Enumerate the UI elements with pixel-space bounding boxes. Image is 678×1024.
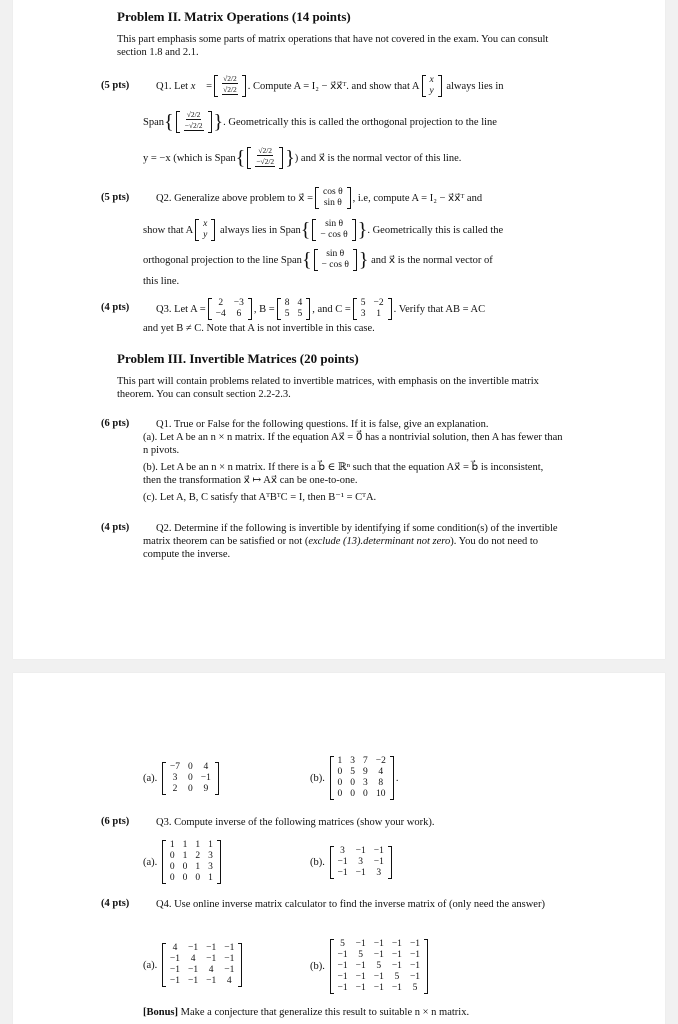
q2-matrix-b-cell: 4 (378, 767, 384, 777)
q2-matrix-b-block (310, 746, 398, 810)
q4-matrix-b-cell: −1 (391, 938, 402, 949)
q3-matrix-b (330, 846, 392, 879)
q3-matrix-b-label: (b). (310, 856, 325, 868)
matrix-C-1-1: 1 (376, 309, 381, 319)
problem-3-intro: This part will contain problems related to invertible matrices, with emphasis on the invertible matrix theorem. You can consult section 2.2-2.3. (117, 376, 539, 400)
matrix-C-0-0: 5 (360, 298, 366, 308)
span-vector (176, 111, 212, 133)
q2-matrix-b-cell: 3 (350, 756, 355, 766)
q4-matrix-a-cell: 4 (190, 954, 196, 964)
q2-matrix-a-block (143, 748, 221, 808)
q2-matrix-b-cell: 7 (363, 756, 368, 766)
p3-q1-lead: Q1. True or False for the following questions. If it is false, give an explanation. (156, 419, 489, 430)
q3-matrix-a-cell: 0 (169, 873, 175, 883)
q4-matrix-b-cell: 5 (358, 949, 364, 960)
p2-q2-span-vector-0: sin θ (325, 219, 344, 229)
p3-q1-b: (b). Let A be an n × n matrix. If there is a b⃗ ∈ ℝⁿ such that the equation Ax⃗ = b⃗ is inconsistent, then the transformation x⃗ ↦ Ax⃗ can be one-to-one. (143, 462, 544, 486)
q4-matrix-b-cell: −1 (373, 971, 384, 982)
q2-matrix-b-cell: 0 (363, 789, 368, 799)
q4-matrix-a-cell: −1 (224, 965, 235, 975)
q4-matrix-a-cell: −1 (206, 976, 217, 986)
q2-matrix-a-cell: 0 (188, 783, 193, 794)
matrix-C (353, 298, 392, 320)
q2-matrix-a-label: (a). (143, 772, 158, 784)
vector-x (214, 75, 246, 97)
page-2 (13, 673, 665, 1024)
q4-matrix-a-cell: −1 (188, 976, 199, 986)
q4-matrix-a-cell: 4 (172, 943, 178, 953)
p2-q2-span-vector-repeat-0: sin θ (326, 249, 345, 259)
q2-matrix-a-row (166, 773, 215, 784)
matrix-C-0-1: −2 (373, 298, 384, 308)
q2-matrix-b-cell: 10 (376, 789, 386, 799)
q2-matrix-a-cell: 0 (188, 772, 193, 783)
q3-matrix-a-cell: 3 (208, 862, 213, 872)
q4-matrix-a-row (166, 954, 238, 965)
p2-q2-line2: show that A x y always lies in Span { sin θ − cos θ } . Geometrically this is called the (143, 218, 504, 241)
matrix-B-1-1: 5 (297, 309, 303, 319)
q3-matrix-a-cell: 1 (182, 851, 188, 861)
q2-matrix-a-cell: −1 (200, 772, 211, 783)
q4-matrix-b-cell: 5 (340, 938, 345, 949)
q2-matrix-b-cell: −2 (375, 756, 386, 766)
q2-matrix-a-cell: 4 (203, 761, 209, 772)
q4-matrix-a-row (166, 965, 238, 976)
q4-matrix-b-cell: −1 (355, 960, 366, 971)
q3-matrix-a-cell: 0 (182, 873, 188, 883)
p3-q2-text-b: ). You do not need to compute the inverse. (143, 536, 539, 560)
q4-matrix-b-row (334, 950, 425, 961)
q3-matrix-a-cell: 0 (169, 862, 175, 872)
p2-q2-lead: Q2. Generalize above problem to x⃗ = (156, 192, 314, 204)
p3-q1-block (143, 418, 563, 504)
p2-q1-line1: Q1. Let x⃗ = √2/2 √2/2 . Compute A = I₂ − x⃗x⃗ᵀ. and show that A x y always lies in (156, 74, 504, 96)
q4-matrix-a-row (166, 943, 238, 954)
q2-matrix-b-row (334, 767, 390, 778)
q2-matrix-b-cell: 1 (337, 756, 343, 766)
q3-matrix-a (162, 840, 221, 884)
p2-q2-text-d: orthogonal projection to the line Span (143, 254, 302, 266)
q3-matrix-b-block (310, 838, 394, 886)
p2-q1-line2: Span { √2/2 −√2/2 } . Geometrically this is called the orthogonal projection to the line (143, 110, 497, 133)
q2-matrix-a (162, 762, 219, 795)
vector-x-1: √2/2 (223, 85, 237, 95)
matrix-A (208, 298, 252, 320)
q3-matrix-b-cell: −1 (337, 867, 348, 878)
q4-matrix-a-label: (a). (143, 959, 158, 971)
q4-matrix-b-label: (b). (310, 960, 325, 972)
q2-points: (5 pts) (101, 192, 130, 203)
q2-matrix-b-cell: 5 (350, 767, 355, 777)
q3-matrix-a-row (166, 873, 217, 884)
q4-matrix-b-cell: −1 (373, 982, 384, 993)
p2-q2-vector-xy-0: x (203, 219, 208, 229)
q4-matrix-b-cell: −1 (337, 949, 348, 960)
q3-matrix-a-block (143, 831, 223, 893)
p3-q1-a: (a). Let A be an n × n matrix. If the equation Ax⃗ = 0⃗ has a nontrivial solution, then A has fewer than n pivots. (143, 432, 563, 456)
q3-matrix-b-row (334, 857, 388, 868)
q3-matrix-a-row (166, 851, 217, 862)
p3-q4-points: (4 pts) (101, 898, 130, 909)
q4-matrix-b-cell: 5 (412, 982, 418, 993)
p2-q3-lead: Q3. Let A = (156, 303, 206, 315)
vector-cos-sin (315, 187, 351, 209)
p2-q2-text-e: and x⃗ is the normal vector of (371, 254, 493, 266)
q4-matrix-b-cell: −1 (391, 982, 402, 993)
p3-q3-points: (6 pts) (101, 816, 130, 827)
q2-matrix-a-cell: 9 (203, 783, 209, 794)
q4-matrix-b-cell: −1 (391, 960, 402, 971)
span-vector-0: √2/2 (186, 110, 201, 120)
q2-matrix-b-label: (b). (310, 772, 325, 784)
p3-q1-c: (c). Let A, B, C satisfy that AᵀBᵀC = I, then B⁻¹ = CᵀA. (143, 492, 377, 503)
q4-matrix-b (330, 939, 429, 994)
q2-matrix-a-row (166, 762, 215, 773)
q4-matrix-b-cell: −1 (337, 960, 348, 971)
p2-q1-text-b: always lies in (446, 80, 504, 92)
q4-matrix-b-row (334, 939, 425, 950)
q4-matrix-b-cell: −1 (373, 949, 384, 960)
matrix-B-label: , B = (253, 303, 275, 315)
matrix-C-1-0: 3 (360, 309, 366, 319)
q3-matrix-a-cell: 1 (208, 840, 213, 850)
p2-q2-vector-xy-1: y (203, 230, 208, 240)
p3-q2-points: (4 pts) (101, 522, 130, 533)
q4-matrix-b-cell: −1 (337, 982, 348, 993)
q2-matrix-a-cell: 3 (172, 772, 178, 783)
q3-matrix-b-cell: −1 (337, 856, 348, 867)
matrix-C-label: , and C = (312, 303, 351, 315)
matrix-A-0-1: −3 (233, 298, 244, 308)
q3-matrix-a-row (166, 840, 217, 851)
q2-matrix-b (330, 756, 394, 800)
p2-q2-span-vector-repeat-1: − cos θ (321, 260, 349, 270)
p3-q3-lead: Q3. Compute inverse of the following matrices (show your work). (156, 817, 435, 828)
p2-q1-text-a: . Compute A = I₂ − x⃗x⃗ᵀ. and show that A (247, 80, 420, 92)
q3-matrix-a-cell: 3 (208, 851, 213, 861)
p2-q2-span-vector (312, 219, 355, 241)
q4-matrix-b-cell: −1 (337, 971, 348, 982)
q2-matrix-b-cell: 3 (363, 778, 368, 788)
q3-matrix-b-cell: −1 (355, 867, 366, 878)
q4-matrix-b-cell: −1 (355, 971, 366, 982)
q4-matrix-b-block (310, 930, 430, 1002)
p2-q2-show: show that A (143, 224, 194, 236)
q4-matrix-a-cell: −1 (169, 976, 181, 986)
p3-q2-text-em: exclude (13).determinant not zero (308, 536, 451, 547)
q2-matrix-b-cell: 0 (337, 767, 343, 777)
p2-q2-vector-xy (195, 219, 215, 241)
q3-matrix-a-cell: 1 (208, 873, 213, 883)
span-vector-repeat-0: √2/2 (258, 146, 273, 156)
q2-matrix-a-cell: 0 (188, 761, 193, 772)
q3-matrix-b-cell: −1 (355, 845, 366, 856)
q3-matrix-a-row (166, 862, 217, 873)
matrix-B-0-1: 4 (297, 298, 303, 308)
p2-q1-text-d: ) and x⃗ is the normal vector of this line. (294, 152, 462, 164)
span-vector-repeat-1: −√2/2 (256, 157, 275, 167)
q2-matrix-b-cell: 0 (350, 789, 355, 799)
vector-xy-1: y (429, 86, 434, 96)
p2-q2-line1 (156, 183, 482, 213)
p2-q1-lead: Q1. Let (156, 80, 189, 92)
q4-matrix-a-block (143, 935, 244, 995)
q4-matrix-b-cell: −1 (391, 949, 402, 960)
problem-2-intro: This part emphasis some parts of matrix operations that have not covered in the exam. You can consult section 1.8 and 2.1. (117, 34, 549, 58)
q4-matrix-b-cell: −1 (355, 938, 366, 949)
q2-matrix-b-row (334, 789, 390, 800)
q3-points: (4 pts) (101, 302, 130, 313)
q2-matrix-a-cell: 2 (172, 783, 178, 794)
q4-matrix-b-cell: −1 (409, 971, 421, 982)
p2-q3-text-b: and yet B ≠ C. Note that A is not invertible in this case. (143, 323, 375, 334)
q4-matrix-b-row (334, 972, 425, 983)
q2-matrix-a-row (166, 784, 215, 795)
q3-matrix-b-cell: −1 (373, 856, 384, 867)
span-vector-repeat (247, 147, 283, 169)
q4-matrix-a-cell: −1 (169, 965, 181, 975)
matrix-A-1-1: 6 (236, 309, 242, 319)
p3-q1-points: (6 pts) (101, 418, 130, 429)
p2-q2-text-b: always lies in Span (220, 224, 301, 236)
q4-matrix-b-row (334, 961, 425, 972)
bonus-line (143, 1006, 469, 1019)
q3-matrix-b-cell: 3 (376, 867, 382, 878)
q3-matrix-a-cell: 1 (169, 840, 175, 850)
span-label: Span (143, 116, 164, 128)
p3-q2-text-a: Q2. Determine if the following is invertible by identifying if some condition(s) of the invertible matrix theorem can be satisfied or not ( (143, 523, 558, 547)
problem-2-title: Problem II. Matrix Operations (14 points) (117, 9, 351, 24)
p2-q3-line1 (156, 294, 485, 324)
q4-matrix-a-cell: −1 (224, 943, 235, 953)
bonus-label: [Bonus] (143, 1007, 179, 1018)
q3-matrix-a-cell: 1 (182, 840, 188, 850)
page-1 (13, 0, 665, 659)
span-vector-1: −√2/2 (184, 121, 203, 131)
q2-matrix-b-cell: 0 (337, 789, 343, 799)
matrix-B-0-0: 8 (284, 298, 290, 308)
q2-matrix-end: . (395, 772, 399, 784)
q4-matrix-a-cell: 4 (226, 976, 232, 986)
q3-matrix-b-cell: 3 (340, 845, 345, 856)
q2-matrix-a-cell: −7 (169, 761, 181, 772)
q3-matrix-a-cell: 0 (169, 851, 175, 861)
q2-matrix-b-row (334, 778, 390, 789)
q2-matrix-b-row (334, 756, 390, 767)
q4-matrix-a-cell: −1 (188, 965, 199, 975)
q3-matrix-a-cell: 2 (195, 851, 201, 861)
vector-cos-sin-0: cos θ (323, 187, 343, 197)
q4-matrix-b-cell: 5 (376, 960, 382, 971)
q4-matrix-b-cell: 5 (394, 971, 400, 982)
q4-matrix-b-cell: −1 (355, 982, 366, 993)
p2-q2-span-vector-repeat (314, 249, 357, 271)
q4-matrix-b-cell: −1 (373, 938, 384, 949)
matrix-A-1-0: −4 (215, 309, 226, 319)
vector-x-0: √2/2 (223, 74, 237, 84)
p2-q2-text-f: this line. (143, 276, 180, 287)
p2-q3-text-a: . Verify that AB = AC (393, 303, 486, 315)
q4-matrix-a-row (166, 976, 238, 987)
q3-matrix-a-label: (a). (143, 856, 158, 868)
p2-q2-line3: orthogonal projection to the line Span { sin θ − cos θ } and x⃗ is the normal vector of (143, 248, 493, 271)
p2-q1-line-text: y = −x (which is Span (143, 152, 236, 164)
q4-matrix-a-cell: −1 (169, 954, 181, 964)
matrix-B-1-0: 5 (284, 309, 290, 319)
problem-3-title: Problem III. Invertible Matrices (20 points) (117, 351, 359, 366)
q3-matrix-a-cell: 0 (195, 873, 201, 883)
q3-matrix-b-cell: −1 (373, 845, 384, 856)
q3-matrix-a-cell: 1 (195, 840, 201, 850)
q3-matrix-a-cell: 1 (195, 862, 201, 872)
q4-matrix-b-row (334, 983, 425, 994)
q2-matrix-b-cell: 0 (350, 778, 355, 788)
p3-q4-lead: Q4. Use online inverse matrix calculator to find the inverse matrix of (only need the answer) (156, 899, 545, 910)
q4-matrix-a (162, 943, 242, 987)
bonus-text: Make a conjecture that generalize this result to suitable n × n matrix. (180, 1007, 470, 1018)
q2-matrix-b-cell: 9 (363, 767, 368, 777)
q4-matrix-b-cell: −1 (409, 960, 421, 971)
p2-q1-line3: y = −x (which is Span { √2/2 −√2/2 } ) and x⃗ is the normal vector of this line. (143, 146, 462, 169)
q4-matrix-a-cell: 4 (208, 965, 214, 975)
q2-matrix-b-cell: 0 (337, 778, 343, 788)
q2-matrix-b-cell: 8 (378, 778, 384, 788)
p2-q2-text-c: . Geometrically this is called the (367, 224, 504, 236)
q4-matrix-a-cell: −1 (206, 943, 217, 953)
vector-xy-0: x (429, 75, 434, 85)
q3-matrix-b-cell: 3 (358, 856, 364, 867)
matrix-A-0-0: 2 (218, 298, 224, 308)
q3-matrix-b-row (334, 868, 388, 879)
p3-q2-text (143, 522, 563, 561)
p2-q2-text-a: , i.e, compute A = I₂ − x⃗x⃗ᵀ and (352, 192, 483, 204)
q4-matrix-b-cell: −1 (409, 938, 421, 949)
q3-matrix-b-row (334, 846, 388, 857)
q4-matrix-a-cell: −1 (206, 954, 217, 964)
q4-matrix-a-cell: −1 (224, 954, 235, 964)
q1-points: (5 pts) (101, 80, 130, 91)
q4-matrix-a-cell: −1 (188, 943, 199, 953)
q4-matrix-b-cell: −1 (409, 949, 421, 960)
matrix-B (277, 298, 311, 320)
p2-q1-text-c: . Geometrically this is called the orthogonal projection to the line (223, 116, 497, 128)
vector-cos-sin-1: sin θ (323, 198, 342, 208)
q3-matrix-a-cell: 0 (182, 862, 188, 872)
vector-xy (422, 75, 442, 97)
p2-q2-span-vector-1: − cos θ (320, 230, 348, 240)
